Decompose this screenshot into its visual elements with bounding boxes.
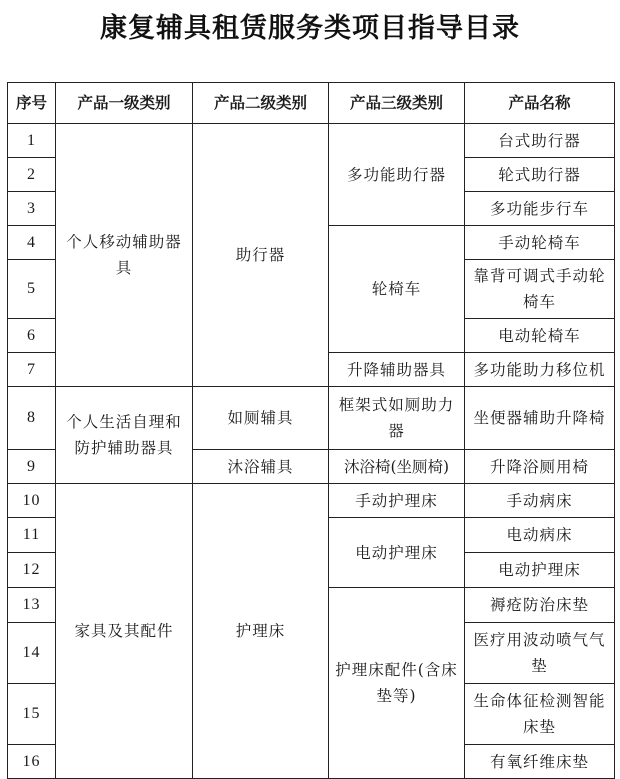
product-name-cell: 褥疮防治床垫: [465, 588, 615, 623]
category-3-cell: 电动护理床: [329, 518, 465, 588]
row-number: 6: [8, 319, 56, 353]
product-name-cell: 坐便器辅助升降椅: [465, 387, 615, 450]
category-2-cell: 沐浴辅具: [193, 450, 329, 484]
category-3-cell: 手动护理床: [329, 484, 465, 518]
category-2-cell: 如厕辅具: [193, 387, 329, 450]
row-number: 11: [8, 518, 56, 553]
product-name-cell: 电动轮椅车: [465, 319, 615, 353]
product-name-cell: 生命体征检测智能床垫: [465, 684, 615, 745]
category-2-cell: 助行器: [193, 124, 329, 387]
row-number: 14: [8, 623, 56, 684]
row-number: 5: [8, 260, 56, 319]
category-2-cell: 护理床: [193, 484, 329, 779]
product-name-cell: 升降浴厕用椅: [465, 450, 615, 484]
row-number: 3: [8, 192, 56, 226]
product-name-cell: 靠背可调式手动轮椅车: [465, 260, 615, 319]
header-category-1: 产品一级类别: [56, 83, 193, 124]
product-name-cell: 有氧纤维床垫: [465, 745, 615, 779]
table-header-row: [8, 83, 615, 124]
row-number: 13: [8, 588, 56, 623]
category-1-cell: 个人生活自理和防护辅助器具: [56, 387, 193, 484]
row-number: 10: [8, 484, 56, 518]
table-row: [8, 387, 615, 450]
category-1-cell: 家具及其配件: [56, 484, 193, 779]
product-name-cell: 轮式助行器: [465, 158, 615, 192]
row-number: 8: [8, 387, 56, 450]
product-name-cell: 电动护理床: [465, 553, 615, 588]
product-name-cell: 电动病床: [465, 518, 615, 553]
category-1-cell: 个人移动辅助器具: [56, 124, 193, 387]
catalog-table: [7, 82, 615, 779]
row-number: 2: [8, 158, 56, 192]
header-product-name: 产品名称: [465, 83, 615, 124]
product-name-cell: 台式助行器: [465, 124, 615, 158]
row-number: 16: [8, 745, 56, 779]
row-number: 4: [8, 226, 56, 260]
category-3-cell: 框架式如厕助力器: [329, 387, 465, 450]
header-serial: 序号: [8, 83, 56, 124]
table-row: [8, 484, 615, 518]
header-category-3: 产品三级类别: [329, 83, 465, 124]
row-number: 9: [8, 450, 56, 484]
category-3-cell: 升降辅助器具: [329, 353, 465, 387]
product-name-cell: 多功能步行车: [465, 192, 615, 226]
product-name-cell: 手动病床: [465, 484, 615, 518]
category-3-cell: 多功能助行器: [329, 124, 465, 226]
page-title: 康复辅具租赁服务类项目指导目录: [100, 13, 520, 44]
category-3-cell: 轮椅车: [329, 226, 465, 353]
table-row: [8, 124, 615, 158]
row-number: 7: [8, 353, 56, 387]
category-3-cell: 护理床配件(含床垫等): [329, 588, 465, 779]
product-name-cell: 多功能助力移位机: [465, 353, 615, 387]
product-name-cell: 手动轮椅车: [465, 226, 615, 260]
header-category-2: 产品二级类别: [193, 83, 329, 124]
product-name-cell: 医疗用波动喷气气垫: [465, 623, 615, 684]
row-number: 1: [8, 124, 56, 158]
category-3-cell: 沐浴椅(坐厕椅): [329, 450, 465, 484]
row-number: 12: [8, 553, 56, 588]
row-number: 15: [8, 684, 56, 745]
